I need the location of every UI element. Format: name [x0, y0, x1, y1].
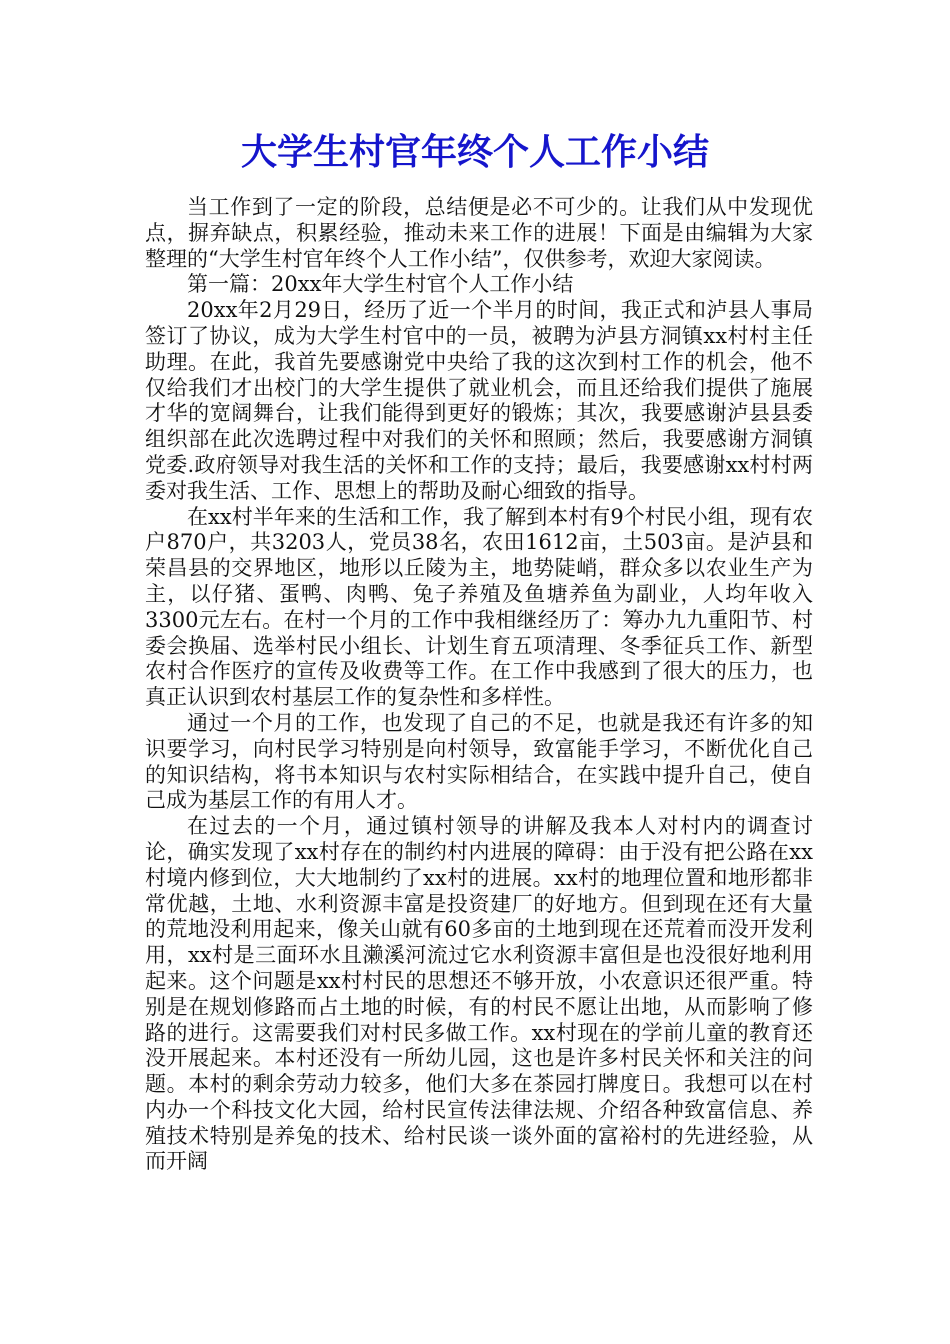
document-title: 大学生村官年终个人工作小结 [240, 131, 709, 173]
intro-paragraph: 当工作到了一定的阶段，总结便是必不可少的。让我们从中发现优点，摒弃缺点，积累经验，推动未来工作的进展！下面是由编辑为大家整理的“大学生村官年终个人工作小结”，仅供参考，欢迎大家阅读。 [145, 195, 813, 271]
body-paragraph-4: 在过去的一个月，通过镇村领导的讲解及我本人对村内的调查讨论，确实发现了xx村存在的制约村内进展的障碍：由于没有把公路在xx村境内修到位，大大地制约了xx村的进展。xx村的地理位置和地形都非常优越，土地、水利资源丰富是投资建厂的好地方。但到现在还有大量的荒地没利用起来，像关山就有60多亩的土地到现在还荒着而没开发利用，xx村是三面环水且濑溪河流过它水利资源丰富但是也没很好地利用起来。这个问题是xx村村民的思想还不够开放，小农意识还很严重。特别是在规划修路而占土地的时候，有的村民不愿让出地，从而影响了修路的进行。这需要我们对村民多做工作。xx村现在的学前儿童的教育还没开展起来。本村还没有一所幼儿园，这也是许多村民关怀和关注的问题。本村的剩余劳动力较多，他们大多在茶园打牌度日。我想可以在村内办一个科技文化大园，给村民宣传法律法规、介绍各种致富信息、养殖技术特别是养兔的技术、给村民谈一谈外面的富裕村的先进经验，从而开阔 [145, 814, 813, 1174]
body-paragraph-1: 20xx年2月29日，经历了近一个半月的时间，我正式和泸县人事局签订了协议，成为大学生村官中的一员，被聘为泸县方洞镇xx村村主任助理。在此，我首先要感谢党中央给了我的这次到村工作的机会，他不仅给我们才出校门的大学生提供了就业机会，而且还给我们提供了施展才华的宽阔舞台，让我们能得到更好的锻炼；其次，我要感谢泸县县委组织部在此次选聘过程中对我们的关怀和照顾；然后，我要感谢方洞镇党委.政府领导对我生活的关怀和工作的支持；最后，我要感谢xx村村两委对我生活、工作、思想上的帮助及耐心细致的指导。 [145, 298, 813, 503]
body-paragraph-3: 通过一个月的工作，也发现了自己的不足，也就是我还有许多的知识要学习，向村民学习特别是向村领导，致富能手学习，不断优化自己的知识结构，将书本知识与农村实际相结合，在实践中提升自己，使自己成为基层工作的有用人才。 [145, 710, 813, 813]
section-heading: 第一篇：20xx年大学生村官个人工作小结 [187, 272, 574, 297]
document-body [145, 195, 813, 1175]
body-paragraph-2: 在xx村半年来的生活和工作，我了解到本村有9个村民小组，现有农户870户，共3203人，党员38名，农田1612亩，土503亩。是泸县和荣昌县的交界地区，地形以丘陵为主，地势陡峭，群众多以农业生产为主，以仔猪、蛋鸭、肉鸭、兔子养殖及鱼塘养鱼为副业，人均年收入3300元左右。在村一个月的工作中我相继经历了：筹办九九重阳节、村委会换届、选举村民小组长、计划生育五项清理、冬季征兵工作、新型农村合作医疗的宣传及收费等工作。在工作中我感到了很大的压力，也真正认识到农村基层工作的复杂性和多样性。 [145, 504, 813, 710]
